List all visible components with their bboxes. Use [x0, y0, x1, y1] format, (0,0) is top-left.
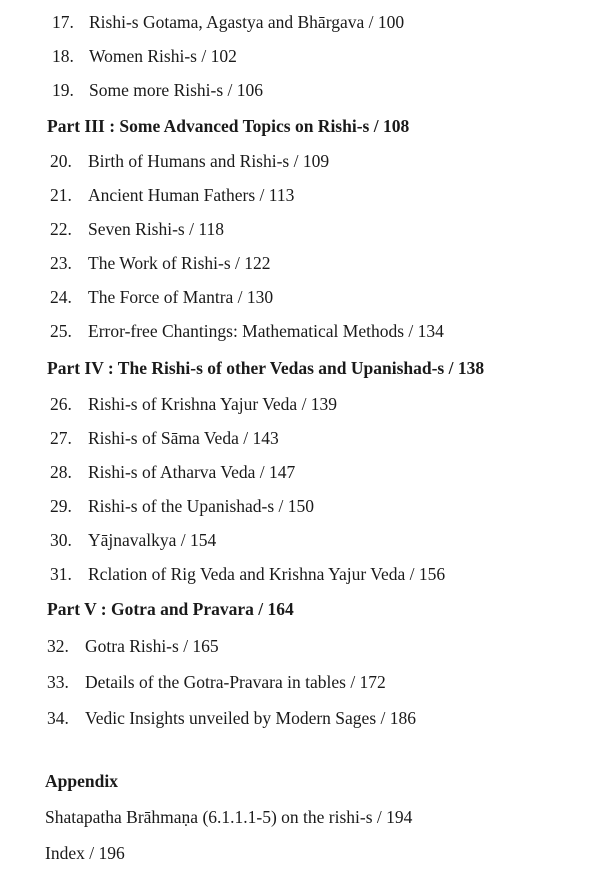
toc-entry-25: [50, 321, 444, 341]
toc-entry-18: [52, 46, 237, 66]
appendix-item: Index / 196: [45, 843, 125, 863]
appendix-heading: Appendix: [45, 771, 118, 791]
entry-number: 24.: [50, 287, 72, 307]
entry-title: The Force of Mantra / 130: [88, 287, 274, 307]
entry-number: 26.: [50, 394, 72, 414]
toc-entry-22: [50, 219, 224, 239]
entry-title: Seven Rishi-s / 118: [88, 219, 224, 239]
entry-number: 27.: [50, 428, 72, 448]
toc-entry-17: [52, 12, 404, 32]
toc-entry-33: [47, 672, 386, 692]
toc-entry-32: [47, 636, 219, 656]
toc-entry-23: [50, 253, 271, 273]
entry-title: Yājnavalkya / 154: [88, 530, 217, 550]
toc-entry-29: [50, 496, 314, 516]
entry-number: 18.: [52, 46, 74, 66]
part-heading-v: Part V : Gotra and Pravara / 164: [47, 599, 294, 619]
entry-title: Rishi-s of Sāma Veda / 143: [88, 428, 279, 448]
entry-title: Details of the Gotra-Pravara in tables / 172: [85, 672, 386, 692]
entry-title: Rishi-s of Krishna Yajur Veda / 139: [88, 394, 338, 414]
entry-number: 28.: [50, 462, 72, 482]
entry-number: 32.: [47, 636, 69, 656]
part-heading-iv: Part IV : The Rishi-s of other Vedas and Upanishad-s / 138: [47, 358, 485, 378]
entry-title: Rishi-s Gotama, Agastya and Bhārgava / 100: [89, 12, 405, 32]
entry-number: 23.: [50, 253, 72, 273]
entry-title: Some more Rishi-s / 106: [89, 80, 264, 100]
entry-number: 22.: [50, 219, 72, 239]
toc-entry-30: [50, 530, 216, 550]
entry-title: Rishi-s of the Upanishad-s / 150: [88, 496, 315, 516]
entry-number: 25.: [50, 321, 72, 341]
entry-title: Ancient Human Fathers / 113: [88, 185, 295, 205]
toc-entry-20: [50, 151, 329, 171]
toc-entry-28: [50, 462, 295, 482]
entry-title: Error-free Chantings: Mathematical Methods / 134: [88, 321, 444, 341]
toc-entry-21: [50, 185, 294, 205]
entry-title: Rclation of Rig Veda and Krishna Yajur Veda / 156: [88, 564, 446, 584]
toc-entry-34: [47, 708, 416, 728]
toc-entry-31: [50, 564, 445, 584]
entry-number: 17.: [52, 12, 74, 32]
appendix-item: Shatapatha Brāhmaṇa (6.1.1.1-5) on the rishi-s / 194: [45, 807, 413, 827]
entry-number: 34.: [47, 708, 69, 728]
part-heading-iii: Part III : Some Advanced Topics on Rishi-s / 108: [47, 116, 410, 136]
entry-number: 20.: [50, 151, 72, 171]
entry-title: Birth of Humans and Rishi-s / 109: [88, 151, 330, 171]
toc-entry-27: [50, 428, 279, 448]
toc-entry-19: [52, 80, 263, 100]
entry-number: 30.: [50, 530, 72, 550]
entry-title: Rishi-s of Atharva Veda / 147: [88, 462, 296, 482]
entry-title: Vedic Insights unveiled by Modern Sages / 186: [85, 708, 416, 728]
entry-number: 29.: [50, 496, 72, 516]
entry-number: 19.: [52, 80, 74, 100]
entry-number: 21.: [50, 185, 72, 205]
toc-entry-24: [50, 287, 273, 307]
entry-title: The Work of Rishi-s / 122: [88, 253, 271, 273]
toc-entry-26: [50, 394, 337, 414]
entry-title: Gotra Rishi-s / 165: [85, 636, 219, 656]
entry-title: Women Rishi-s / 102: [89, 46, 237, 66]
entry-number: 33.: [47, 672, 69, 692]
entry-number: 31.: [50, 564, 72, 584]
